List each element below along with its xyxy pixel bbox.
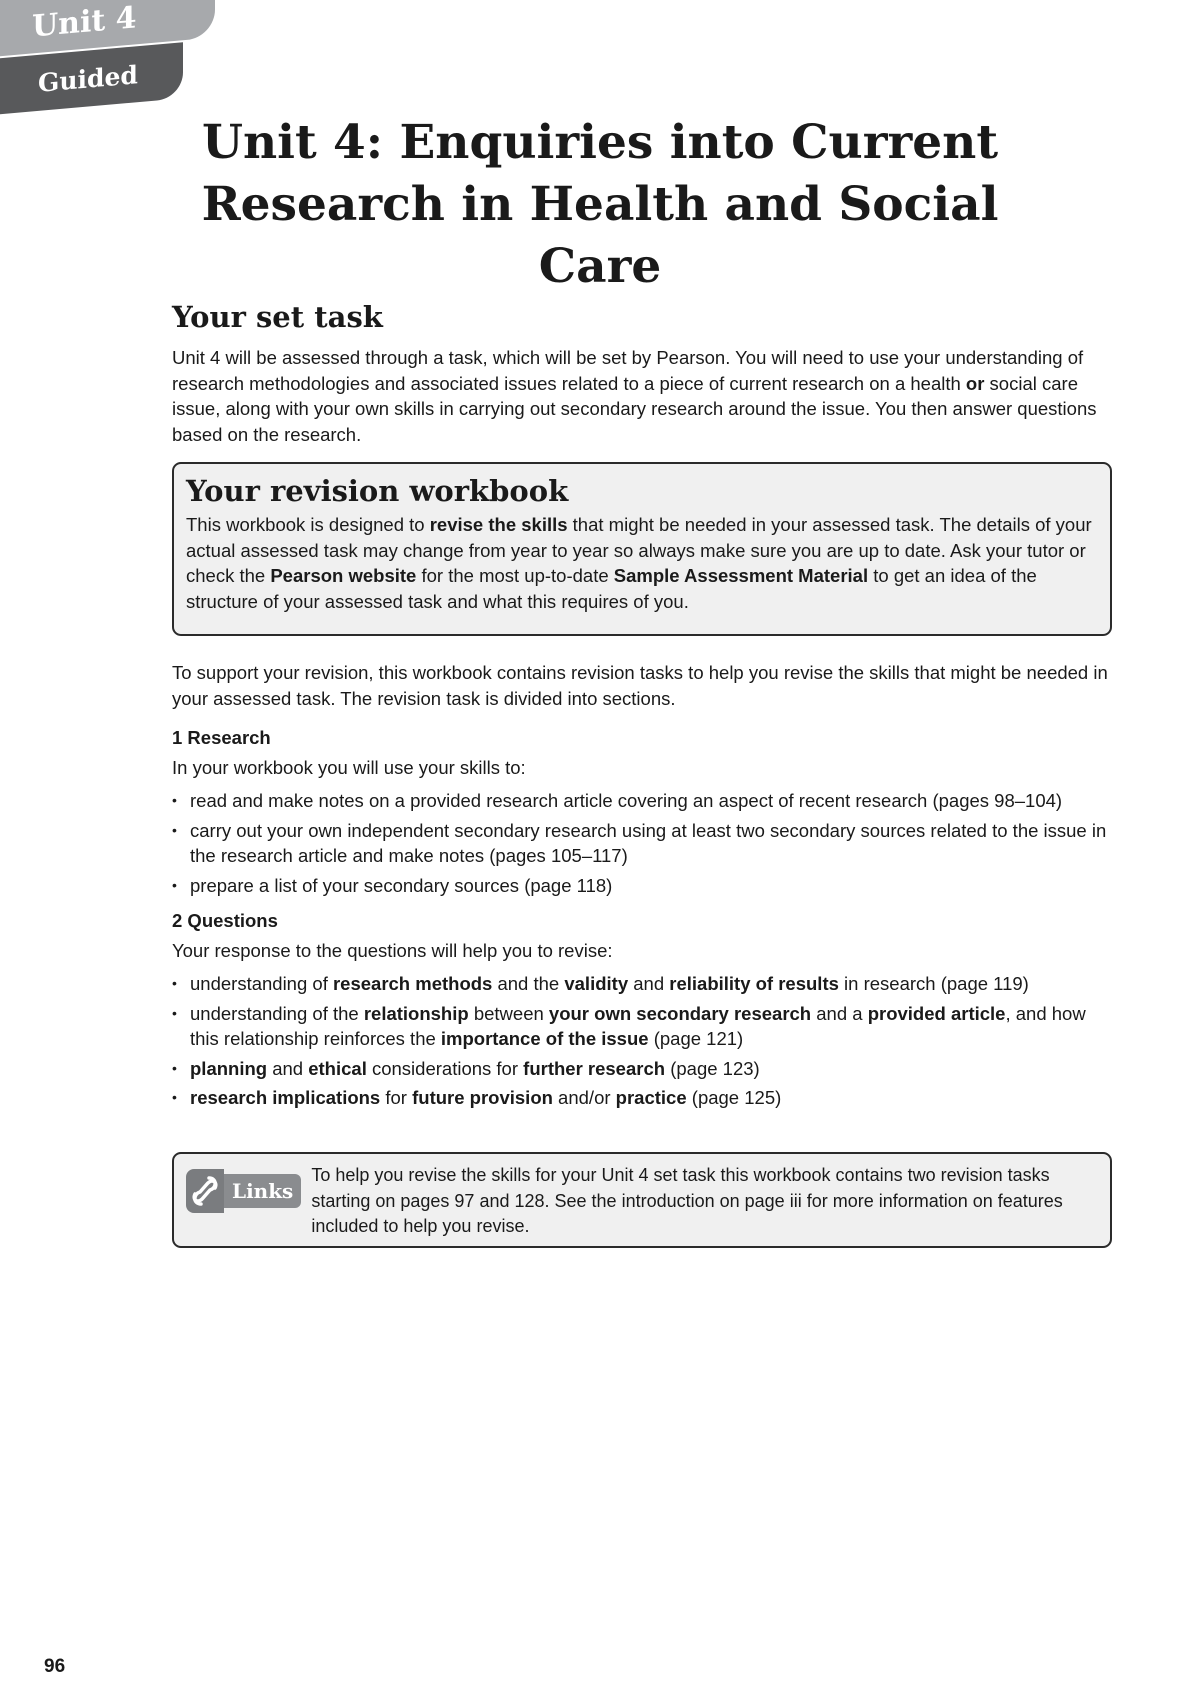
workbook-bold-3: Sample Assessment Material xyxy=(613,565,869,586)
links-badge xyxy=(186,1169,301,1213)
research-list xyxy=(172,788,1117,898)
unit-tab-label: Unit 4 xyxy=(32,0,137,45)
set-task-bold-or: or xyxy=(965,372,985,394)
list-item: • planning and ethical considerations for further research (page 123) xyxy=(172,1056,1117,1082)
links-box xyxy=(172,1152,1112,1248)
list-item: • carry out your own independent secondary research using at least two secondary sources related to the issue in the research article and make notes (pages 105–117) xyxy=(172,818,1117,869)
workbook-paragraph xyxy=(186,512,1098,614)
list-item: • understanding of the relationship between your own secondary research and a provided article, and how this relationship reinforces the importance of the issue (page 121) xyxy=(172,1001,1117,1052)
set-task-paragraph xyxy=(172,345,1117,447)
research-heading: 1 Research xyxy=(172,727,271,748)
list-item: • research implications for future provision and/or practice (page 125) xyxy=(172,1085,1117,1111)
list-item: • understanding of research methods and the validity and reliability of results in research (page 119) xyxy=(172,971,1117,997)
workbook-text-4: to get an idea of the structure of your assessed task and what this requires of you. xyxy=(186,565,1037,612)
page-number: 96 xyxy=(44,1656,66,1677)
links-text: To help you revise the skills for your Unit 4 set task this workbook contains two revision tasks starting on pages 97 and 128. See the introduction on page iii for more information on features included to help you revise. xyxy=(311,1165,1063,1236)
support-paragraph: To support your revision, this workbook contains revision tasks to help you revise the skills that might be needed in your assessed task. The revision task is divided into sections. xyxy=(172,662,1108,709)
workbook-bold-2: Pearson website xyxy=(270,565,417,586)
workbook-text-2: that might be needed in your assessed task. The details of your actual assessed task may change from year to year so always make sure you are up to date. Ask your tutor or check the xyxy=(186,514,1092,586)
guided-tab-label: Guided xyxy=(38,60,138,98)
workbook-bold-1: revise the skills xyxy=(429,514,568,535)
list-item: • prepare a list of your secondary sources (page 118) xyxy=(172,873,1117,899)
set-task-text-1: Unit 4 will be assessed through a task, which will be set by Pearson. You will need to use your understanding of research methodologies and associated issues related to a piece of current research on a health xyxy=(172,347,1084,394)
set-task-section xyxy=(172,300,1117,334)
workbook-text-1: This workbook is designed to xyxy=(186,514,430,535)
set-task-body xyxy=(172,345,1117,447)
page-title-line1: Unit 4: Enquiries into Current xyxy=(201,115,999,170)
list-item: • read and make notes on a provided research article covering an aspect of recent research (pages 98–104) xyxy=(172,788,1117,814)
questions-heading: 2 Questions xyxy=(172,910,278,931)
set-task-text-2: social care issue, along with your own skills in carrying out secondary research around the issue. You then answer questions based on the research. xyxy=(172,372,1097,445)
link-icon xyxy=(186,1169,224,1213)
links-label: Links xyxy=(224,1174,301,1208)
revision-workbook-box xyxy=(172,462,1112,636)
workbook-text-3: for the most up-to-date xyxy=(416,565,614,586)
page-title-line2: Research in Health and Social Care xyxy=(201,177,999,294)
set-task-heading: Your set task xyxy=(172,300,383,334)
questions-list xyxy=(172,971,1117,1111)
sections-area xyxy=(172,660,1117,1115)
questions-intro: Your response to the questions will help you to revise: xyxy=(172,939,613,961)
research-intro: In your workbook you will use your skills to: xyxy=(172,756,526,778)
workbook-heading: Your revision workbook xyxy=(186,474,569,508)
page-title xyxy=(150,112,1050,298)
